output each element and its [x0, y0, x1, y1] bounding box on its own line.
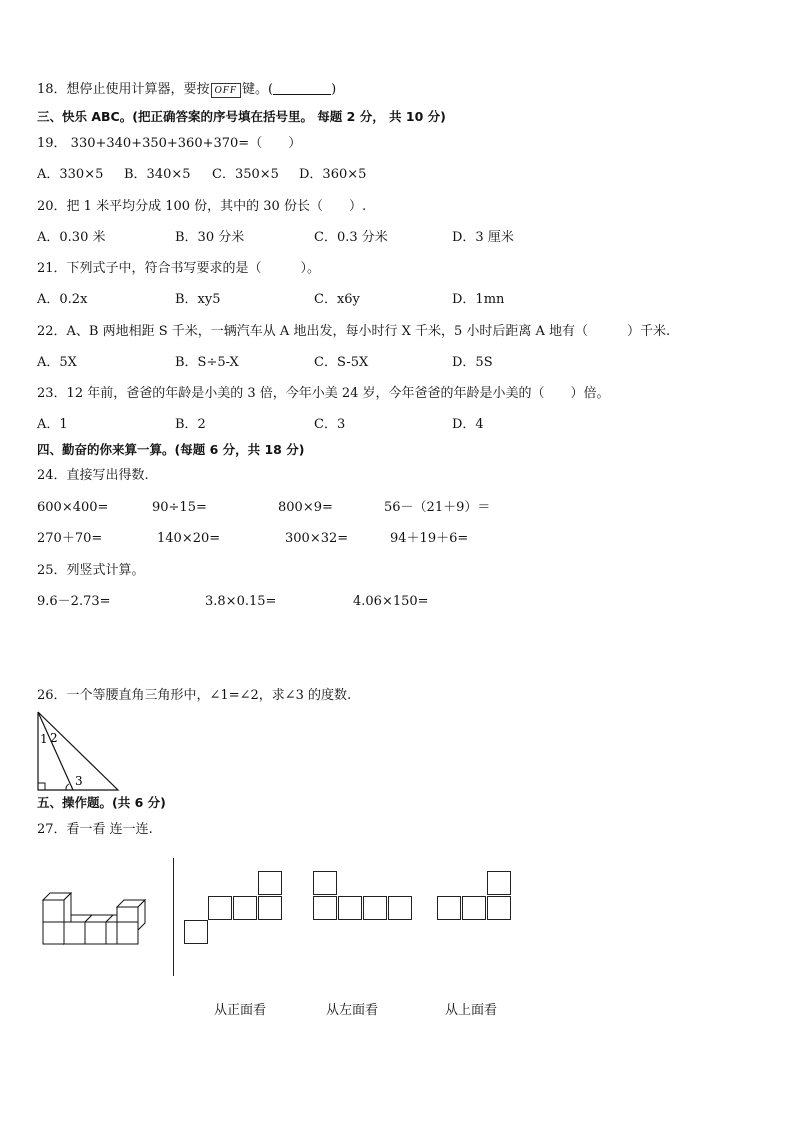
q19-option-b[interactable]: B．340×5 — [124, 167, 191, 182]
q22-option-d[interactable]: D．5S — [452, 355, 493, 370]
view2-square — [388, 896, 412, 920]
q18-line — [37, 82, 336, 98]
q22-option-a[interactable]: A．5X — [37, 355, 77, 370]
view3-square — [487, 871, 511, 895]
q23-option-a[interactable]: A．1 — [37, 417, 68, 432]
q24-stem: 24．直接写出得数. — [37, 468, 149, 483]
q22-option-b[interactable]: B．S÷5-X — [175, 355, 239, 370]
angle-3-label: 3 — [75, 774, 83, 788]
section-4-title: 四、勤奋的你来算一算。(每题 6 分，共 18 分) — [37, 442, 305, 457]
q23-option-c[interactable]: C．3 — [314, 417, 346, 432]
angle-1-label: 1 — [40, 732, 48, 746]
view2-square — [313, 896, 337, 920]
view1-square — [184, 920, 208, 944]
q19-option-d[interactable]: D．360×5 — [299, 167, 367, 182]
view2-square — [313, 871, 337, 895]
q20-option-b[interactable]: B．30 分米 — [175, 230, 245, 245]
q21-option-a[interactable]: A．0.2x — [37, 292, 88, 307]
q18-text-a: 18．想停止使用计算器，要按 — [37, 82, 210, 97]
triangle-diagram — [33, 709, 123, 793]
section-5-title: 五、操作题。(共 6 分) — [37, 795, 166, 810]
view3-square — [437, 896, 461, 920]
q24-r1-c2: 90÷15= — [152, 500, 207, 515]
q20-option-c[interactable]: C．0.3 分米 — [314, 230, 388, 245]
q22-stem: 22．A、B 两地相距 S 千米，一辆汽车从 A 地出发，每小时行 X 千米，5 小时后距离 A 地有（ ）千米. — [37, 324, 671, 339]
view-label-front[interactable]: 从正面看 — [214, 1003, 267, 1018]
q24-r2-c2: 140×20= — [157, 531, 221, 546]
q24-r2-c4: 94＋19＋6= — [390, 531, 469, 546]
view1-square — [258, 896, 282, 920]
q24-r2-c1: 270＋70= — [37, 531, 103, 546]
q20-option-d[interactable]: D．3 厘米 — [452, 230, 514, 245]
section-3-title: 三、快乐 ABC。(把正确答案的序号填在括号里。 每题 2 分， 共 10 分) — [37, 109, 446, 124]
view-label-left[interactable]: 从左面看 — [326, 1003, 379, 1018]
q24-r2-c3: 300×32= — [285, 531, 349, 546]
view3-square — [487, 896, 511, 920]
q23-option-d[interactable]: D．4 — [452, 417, 484, 432]
q18-text-c: ) — [331, 82, 337, 97]
view2-square — [338, 896, 362, 920]
view1-square — [233, 896, 257, 920]
q21-option-b[interactable]: B．xy5 — [175, 292, 221, 307]
q23-option-b[interactable]: B．2 — [175, 417, 206, 432]
q21-option-c[interactable]: C．x6y — [314, 292, 360, 307]
q21-option-d[interactable]: D．1mn — [452, 292, 505, 307]
view1-square — [258, 871, 282, 895]
q19-option-a[interactable]: A．330×5 — [37, 167, 104, 182]
view3-square — [462, 896, 486, 920]
q18-answer-blank[interactable] — [273, 82, 331, 95]
q25-item-3: 4.06×150= — [353, 594, 429, 609]
q23-stem: 23．12 年前，爸爸的年龄是小美的 3 倍，今年小美 24 岁，今年爸爸的年龄是小美的（ ）倍。 — [37, 386, 610, 401]
q24-r1-c3: 800×9= — [278, 500, 333, 515]
view-label-top[interactable]: 从上面看 — [445, 1003, 498, 1018]
q24-r1-c4: 56－（21＋9）＝ — [384, 500, 491, 515]
q25-stem: 25．列竖式计算。 — [37, 563, 145, 578]
angle-2-label: 2 — [50, 731, 58, 745]
view2-square — [363, 896, 387, 920]
q25-item-2: 3.8×0.15= — [205, 594, 277, 609]
q20-stem: 20．把 1 米平均分成 100 份，其中的 30 份长（ ）. — [37, 199, 367, 214]
q24-r1-c1: 600×400= — [37, 500, 109, 515]
cube-solid-3d — [40, 892, 160, 948]
q19-stem: 19． 330+340+350+360+370=（ ） — [37, 136, 302, 151]
q22-option-c[interactable]: C．S-5X — [314, 355, 369, 370]
q19-option-c[interactable]: C．350×5 — [212, 167, 279, 182]
off-key-icon: OFF — [211, 83, 241, 98]
q25-item-1: 9.6－2.73= — [37, 594, 111, 609]
q20-option-a[interactable]: A．0.30 米 — [37, 230, 106, 245]
view1-square — [208, 896, 232, 920]
q18-text-b: 键。( — [242, 82, 274, 97]
q26-stem: 26．一个等腰直角三角形中，∠1=∠2，求∠3 的度数. — [37, 688, 352, 703]
q27-stem: 27．看一看 连一连. — [37, 822, 153, 837]
divider-line — [173, 858, 174, 976]
q21-stem: 21．下列式子中，符合书写要求的是（ ）。 — [37, 261, 321, 276]
